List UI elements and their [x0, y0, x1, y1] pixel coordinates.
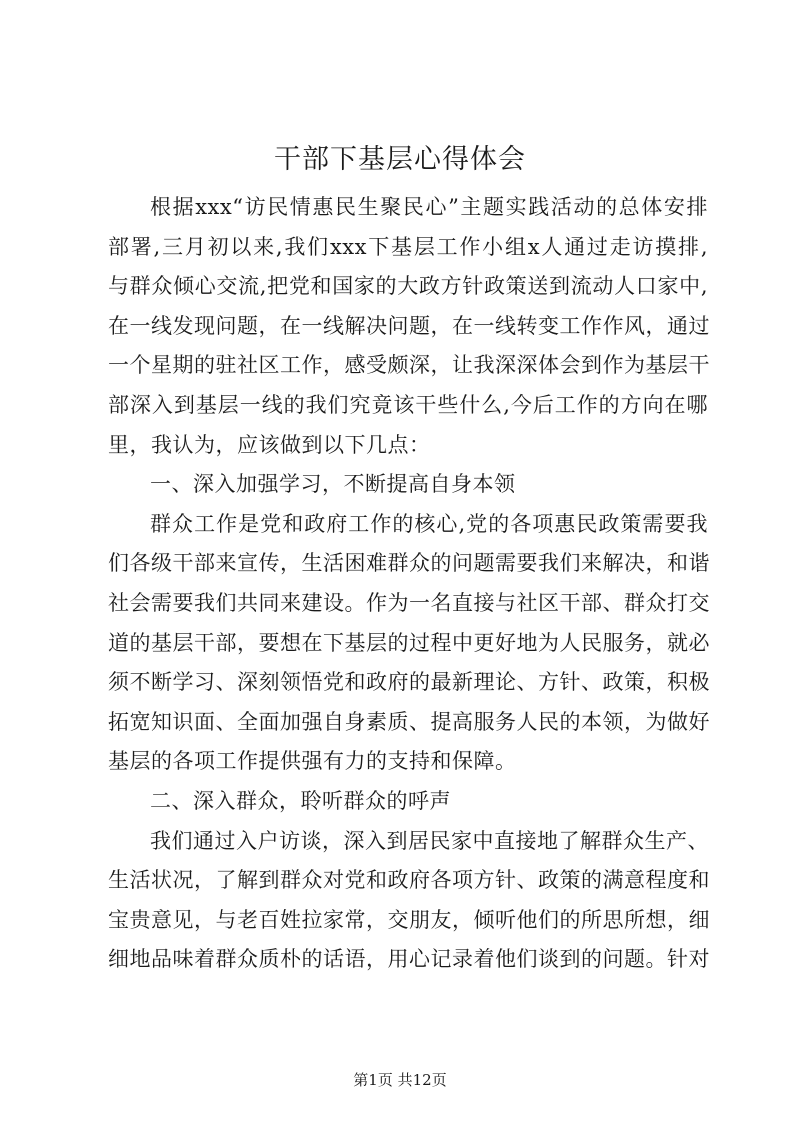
paragraph-2-line-4: 道的基层干部，要想在下基层的过程中更好地为人民服务，就必 — [108, 630, 710, 655]
paragraph-1-line-3: 与群众倾心交流,把党和国家的大政方针政策送到流动人口家中, — [108, 274, 708, 299]
paragraph-3-line-1: 我们通过入户访谈，深入到居民家中直接地了解群众生产、 — [150, 828, 709, 853]
paragraph-2-line-7: 基层的各项工作提供强有力的支持和保障。 — [108, 749, 517, 774]
paragraph-3-line-2: 生活状况，了解到群众对党和政府各项方针、政策的满意程度和 — [108, 868, 710, 893]
paragraph-2-line-6: 拓宽知识面、全面加强自身素质、提高服务人民的本领，为做好 — [108, 709, 710, 734]
paragraph-2-line-2: 们各级干部来宣传，生活困难群众的问题需要我们来解决，和谐 — [108, 551, 710, 576]
paragraph-3-line-3: 宝贵意见，与老百姓拉家常，交朋友，倾听他们的所思所想，细 — [108, 907, 710, 932]
paragraph-2-line-1: 群众工作是党和政府工作的核心,党的各项惠民政策需要我 — [150, 511, 708, 536]
paragraph-1-line-7: 里，我认为，应该做到以下几点： — [108, 432, 431, 457]
section-heading-1: 一、深入加强学习，不断提高自身本领 — [150, 472, 516, 497]
paragraph-1-line-6: 部深入到基层一线的我们究竟该干些什么,今后工作的方向在哪 — [108, 392, 708, 417]
section-heading-2: 二、深入群众，聆听群众的呼声 — [150, 788, 451, 813]
document-title: 干部下基层心得体会 — [274, 144, 526, 175]
paragraph-1-line-2: 部署,三月初以来,我们xxx下基层工作小组x人通过走访摸排, — [108, 234, 708, 259]
paragraph-1-line-4: 在一线发现问题，在一线解决问题，在一线转变工作作风，通过 — [108, 313, 710, 338]
paragraph-1-line-5: 一个星期的驻社区工作，感受颇深，让我深深体会到作为基层干 — [108, 353, 710, 378]
paragraph-2-line-3: 社会需要我们共同来建设。作为一名直接与社区干部、群众打交 — [108, 590, 710, 615]
page-number-footer: 第1页 共12页 — [353, 1071, 447, 1089]
paragraph-3-line-4: 细地品味着群众质朴的话语，用心记录着他们谈到的问题。针对 — [108, 947, 710, 972]
paragraph-2-line-5: 须不断学习、深刻领悟党和政府的最新理论、方针、政策，积极 — [108, 670, 710, 695]
document-body — [108, 188, 708, 980]
paragraph-1-line-1: 根据xxx“访民情惠民生聚民心”主题实践活动的总体安排 — [150, 195, 708, 219]
